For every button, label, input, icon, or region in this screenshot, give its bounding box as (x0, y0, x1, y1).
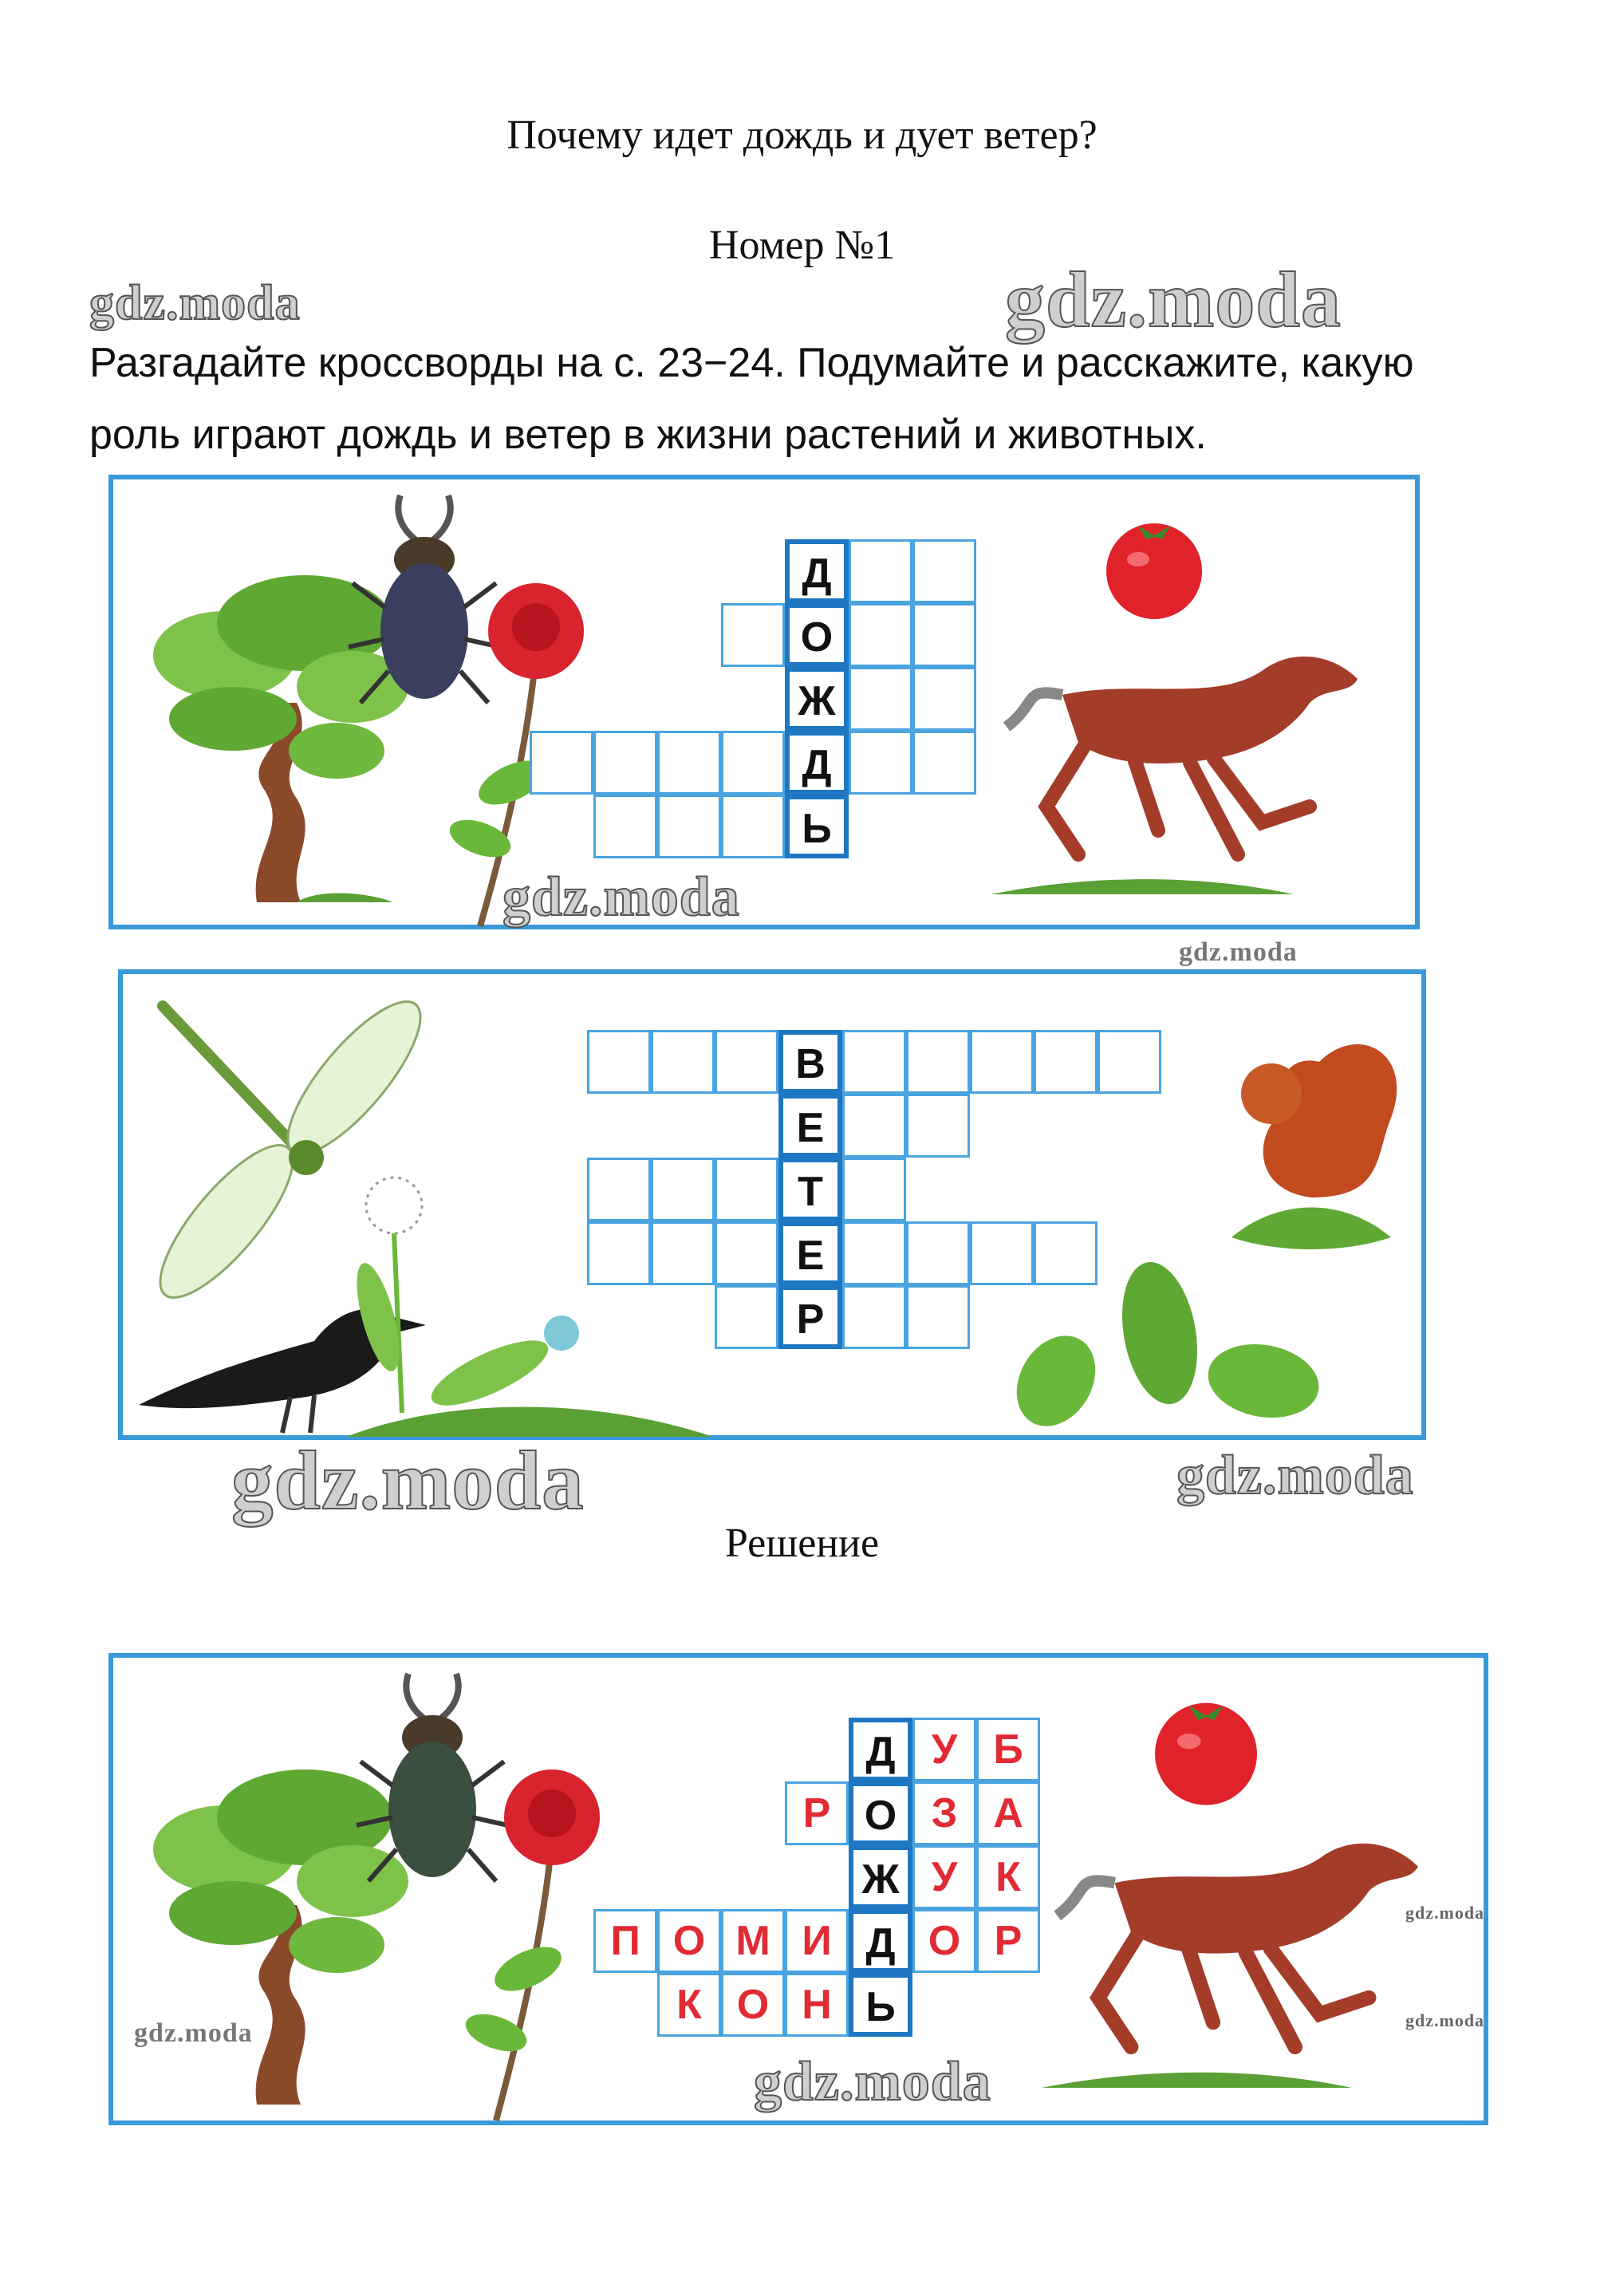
crossword-cell[interactable] (912, 603, 976, 667)
answer-cell[interactable]: У (912, 1718, 976, 1781)
crossword-cell[interactable] (912, 667, 976, 731)
task-text (89, 327, 1525, 471)
task-line-1: Разгадайте кроссворды на с. 23−24. Подумайте и расскажите, какую (89, 340, 1414, 386)
crossword-cell[interactable] (906, 1094, 970, 1158)
crossword-cell[interactable] (849, 539, 912, 603)
exercise-number: Номер №1 (708, 223, 896, 268)
keyword-cell: Д (785, 731, 849, 795)
crossword-cell[interactable] (842, 1158, 906, 1221)
crossword-cell[interactable] (715, 1158, 778, 1221)
watermark: gdz.moda (89, 276, 301, 330)
keyword-cell: Ь (785, 795, 849, 858)
watermark: gdz.moda (134, 2018, 253, 2048)
crossword-panel-2 (118, 969, 1426, 1440)
task-line-2: роль играют дождь и ветер в жизни растений и животных. (89, 412, 1207, 458)
crossword-cell[interactable] (842, 1221, 906, 1285)
crossword-cell[interactable] (842, 1094, 906, 1158)
crossword-cell[interactable] (912, 539, 976, 603)
answer-cell[interactable]: З (912, 1781, 976, 1845)
crossword-cell[interactable] (651, 1158, 715, 1221)
watermark: gdz.moda (1405, 2010, 1485, 2030)
answer-cell[interactable]: Р (785, 1781, 849, 1845)
tomato-illustration (1094, 503, 1214, 623)
crossword-cell[interactable] (849, 731, 912, 795)
crossword-cell[interactable] (593, 795, 657, 858)
keyword-cell: Ж (849, 1845, 912, 1909)
solution-heading: Решение (724, 1521, 880, 1566)
watermark: gdz.moda (231, 1434, 585, 1527)
crossword-cell[interactable] (842, 1285, 906, 1349)
crossword-cell[interactable] (651, 1221, 715, 1285)
crossword-cell[interactable] (721, 603, 785, 667)
page-title: Почему идет дождь и дует ветер? (506, 112, 1098, 158)
crossword-cell[interactable] (1034, 1030, 1098, 1094)
crossword-cell[interactable] (587, 1030, 651, 1094)
keyword-cell: О (785, 603, 849, 667)
crossword-cell[interactable] (906, 1285, 970, 1349)
keyword-cell: Е (778, 1221, 842, 1285)
keyword-cell: О (849, 1781, 912, 1845)
answer-cell[interactable]: О (721, 1973, 785, 2037)
keyword-cell: Р (778, 1285, 842, 1349)
answer-cell[interactable]: М (721, 1909, 785, 1973)
crossword-cell[interactable] (587, 1221, 651, 1285)
keyword-cell: В (778, 1030, 842, 1094)
crossword-cell[interactable] (1098, 1030, 1161, 1094)
horse-illustration (975, 631, 1405, 918)
tomato-illustration (1142, 1682, 1270, 1809)
crossword-cell[interactable] (906, 1030, 970, 1094)
crossword-cell[interactable] (657, 795, 721, 858)
answer-cell[interactable]: К (976, 1845, 1040, 1909)
keyword-cell: Т (778, 1158, 842, 1221)
squirrel-illustration (1200, 1006, 1415, 1269)
crossword-cell[interactable] (849, 667, 912, 731)
crossword-cell[interactable] (715, 1221, 778, 1285)
answer-cell[interactable]: И (785, 1909, 849, 1973)
keyword-cell: Д (785, 539, 849, 603)
keyword-cell: Д (849, 1909, 912, 1973)
crossword-cell[interactable] (657, 731, 721, 795)
watermark: gdz.moda (1176, 1445, 1414, 1506)
crossword-panel-1 (108, 475, 1420, 929)
answer-cell[interactable]: Н (785, 1973, 849, 2037)
crossword-cell[interactable] (721, 731, 785, 795)
crossword-cell[interactable] (530, 731, 593, 795)
watermark: gdz.moda (1405, 1903, 1485, 1923)
leaves-illustration (1000, 1261, 1399, 1437)
keyword-cell: Е (778, 1094, 842, 1158)
crossword-cell[interactable] (970, 1221, 1034, 1285)
crossword-cell[interactable] (849, 603, 912, 667)
crossword-cell[interactable] (721, 795, 785, 858)
watermark: gdz.moda (502, 866, 740, 928)
crossword-cell[interactable] (970, 1030, 1034, 1094)
answer-cell[interactable]: К (657, 1973, 721, 2037)
crossword-cell[interactable] (912, 731, 976, 795)
answer-cell[interactable]: Р (976, 1909, 1040, 1973)
watermark: gdz.moda (754, 2051, 991, 2113)
answer-cell[interactable]: У (912, 1845, 976, 1909)
crossword-cell[interactable] (715, 1030, 778, 1094)
answer-cell[interactable]: Б (976, 1718, 1040, 1781)
crossword-cell[interactable] (587, 1158, 651, 1221)
watermark: gdz.moda (1179, 937, 1298, 967)
keyword-cell: Ж (785, 667, 849, 731)
keyword-cell: Ь (849, 1973, 912, 2037)
crossword-cell[interactable] (651, 1030, 715, 1094)
crossword-cell[interactable] (1034, 1221, 1098, 1285)
answer-cell[interactable]: О (912, 1909, 976, 1973)
answer-cell[interactable]: П (593, 1909, 657, 1973)
crossword-cell[interactable] (715, 1285, 778, 1349)
answer-cell[interactable]: О (657, 1909, 721, 1973)
answer-cell[interactable]: А (976, 1781, 1040, 1845)
crossword-cell[interactable] (842, 1030, 906, 1094)
crossword-cell[interactable] (593, 731, 657, 795)
watermark: gdz.moda (1005, 255, 1342, 344)
keyword-cell: Д (849, 1718, 912, 1781)
horse-illustration (1023, 1817, 1469, 2113)
crossword-cell[interactable] (906, 1221, 970, 1285)
